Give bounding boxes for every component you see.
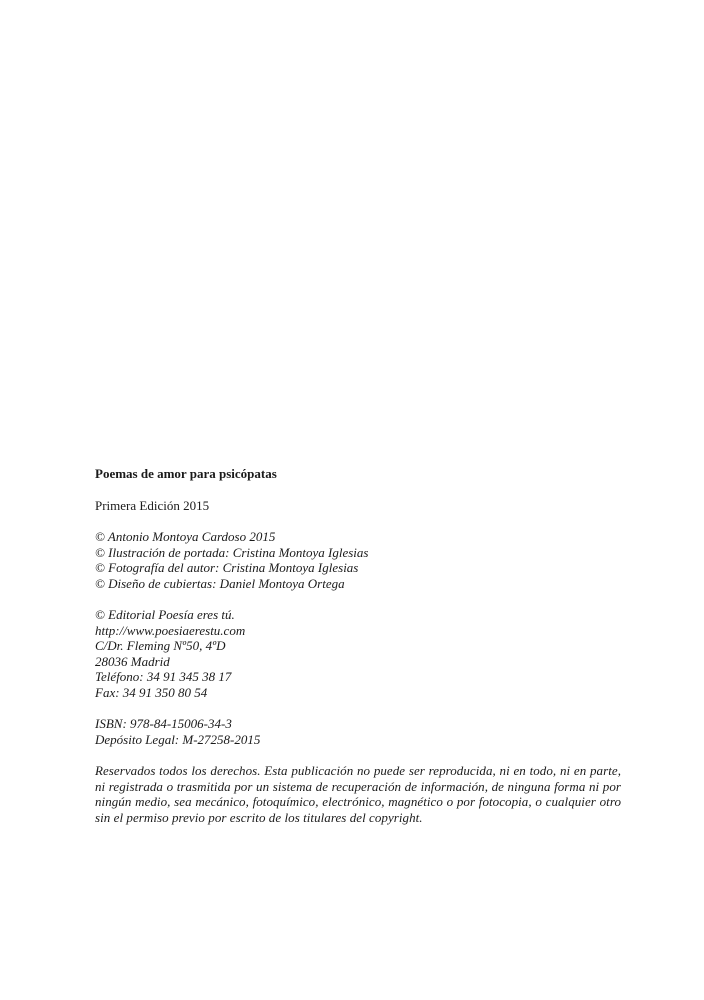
credit-cover-illustration: © Ilustración de portada: Cristina Montoya Iglesias	[95, 544, 369, 560]
legal-block	[95, 716, 621, 747]
publisher-phone: Teléfono: 34 91 345 38 17	[95, 669, 232, 684]
spacer	[95, 747, 621, 763]
spacer	[95, 482, 621, 498]
edition-line: Primera Edición 2015	[95, 497, 210, 513]
spacer	[95, 591, 621, 607]
spacer	[95, 700, 621, 716]
colophon	[95, 466, 621, 825]
credit-author: © Antonio Montoya Cardoso 2015	[95, 529, 276, 544]
credit-cover-design: © Diseño de cubiertas: Daniel Montoya Ortega	[95, 575, 345, 591]
publisher-website: http://www.poesiaerestu.com	[95, 622, 246, 638]
credits-block	[95, 529, 621, 591]
credit-author-photo: © Fotografía del autor: Cristina Montoya Iglesias	[95, 560, 359, 575]
spacer	[95, 513, 621, 529]
book-title: Poemas de amor para psicópatas	[95, 466, 277, 481]
publisher-address: C/Dr. Fleming Nº50, 4ºD	[95, 638, 226, 653]
rights-notice: Reservados todos los derechos. Esta publicación no puede ser reproducida, ni en todo, ni en parte, ni registrada o trasmitida por un sistema de recuperación de información, de ninguna forma ni por ningún medio, sea mecánico, fotoquímico, electrónico, magnético o por fotocopia, o cualquier otro sin el permiso previo por escrito de los titulares del copyright.	[95, 763, 621, 825]
publisher-name: © Editorial Poesía eres tú.	[95, 607, 235, 622]
publisher-fax: Fax: 34 91 350 80 54	[95, 684, 208, 700]
legal-deposit-line: Depósito Legal: M-27258-2015	[95, 731, 261, 747]
isbn-line: ISBN: 978-84-15006-34-3	[95, 716, 232, 731]
publisher-block	[95, 607, 621, 700]
publisher-city: 28036 Madrid	[95, 653, 170, 669]
